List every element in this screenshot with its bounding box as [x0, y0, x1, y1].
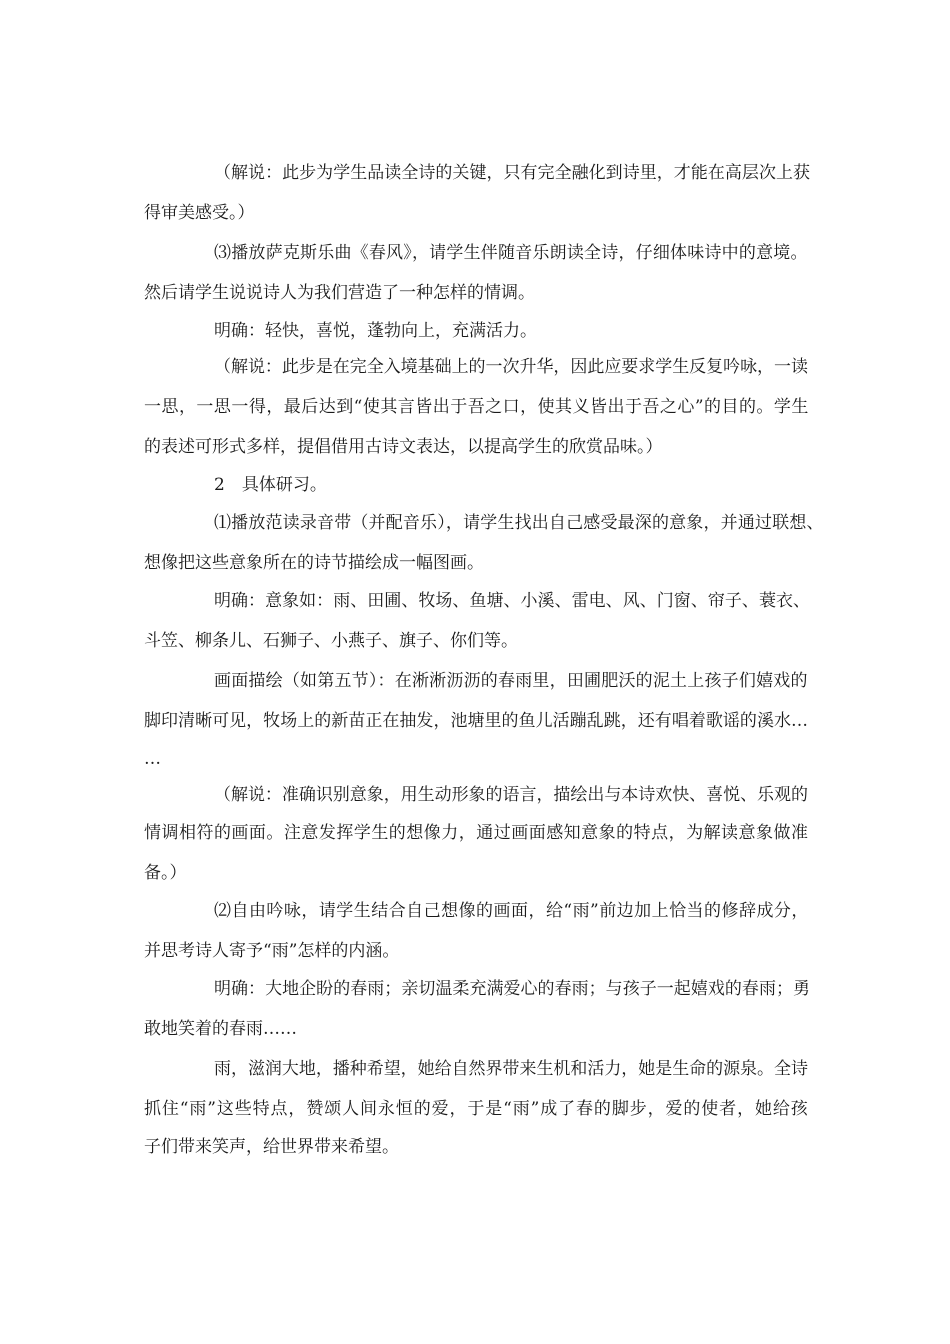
text-line: 脚印清晰可见，牧场上的新苗正在抽发，池塘里的鱼儿活蹦乱跳，还有唱着歌谣的溪水…: [144, 711, 809, 731]
text-line: 一思，一思一得，最后达到“使其言皆出于吾之口，使其义皆出于吾之心”的目的。学生: [144, 397, 809, 417]
text-line: 子们带来笑声，给世界带来希望。: [144, 1137, 399, 1157]
text-line: （解说：此步是在完全入境基础上的一次升华，因此应要求学生反复吟咏，一读: [214, 357, 808, 377]
text-line: ⑴播放范读录音带（并配音乐），请学生找出自己感受最深的意象，并通过联想、: [214, 513, 824, 533]
text-line: 并思考诗人寄予“雨”怎样的内涵。: [144, 941, 400, 961]
section-heading: 2 具体研习。: [214, 475, 327, 495]
text-line: 明确：大地企盼的春雨；亲切温柔充满爱心的春雨；与孩子一起嬉戏的春雨；勇: [214, 979, 811, 999]
text-line: ⑶播放萨克斯乐曲《春风》，请学生伴随音乐朗读全诗，仔细体味诗中的意境。: [214, 243, 808, 263]
text-line: …: [144, 749, 161, 769]
text-line: 情调相符的画面。注意发挥学生的想像力，通过画面感知意象的特点，为解读意象做准: [144, 823, 809, 843]
text-line: 明确：意象如：雨、田圃、牧场、鱼塘、小溪、雷电、风、门窗、帘子、蓑衣、: [214, 591, 811, 611]
text-line: 然后请学生说说诗人为我们营造了一种怎样的情调。: [144, 283, 535, 303]
text-line: 的表述可形式多样，提倡借用古诗文表达，以提高学生的欣赏品味。）: [144, 437, 663, 457]
text-line: （解说：准确识别意象，用生动形象的语言，描绘出与本诗欢快、喜悦、乐观的: [214, 785, 808, 805]
text-line: 雨，滋润大地，播种希望，她给自然界带来生机和活力，她是生命的源泉。全诗: [214, 1059, 808, 1079]
text-line: 抓住“雨”这些特点，赞颂人间永恒的爱，于是“雨”成了春的脚步，爱的使者，她给孩: [144, 1099, 809, 1119]
text-line: 明确：轻快，喜悦，蓬勃向上，充满活力。: [214, 321, 537, 341]
text-line: 敢地笑着的春雨……: [144, 1019, 297, 1039]
text-line: 想像把这些意象所在的诗节描绘成一幅图画。: [144, 553, 484, 573]
text-line: 画面描绘（如第五节）：在淅淅沥沥的春雨里，田圃肥沃的泥土上孩子们嬉戏的: [214, 671, 808, 691]
text-line: （解说：此步为学生品读全诗的关键，只有完全融化到诗里，才能在高层次上获: [214, 163, 811, 183]
text-line: 斗笠、柳条儿、石狮子、小燕子、旗子、你们等。: [144, 631, 518, 651]
text-line: 得审美感受。）: [144, 203, 255, 223]
text-line: ⑵自由吟咏，请学生结合自己想像的画面，给“雨”前边加上恰当的修辞成分，: [214, 901, 809, 921]
text-line: 备。）: [144, 863, 187, 883]
